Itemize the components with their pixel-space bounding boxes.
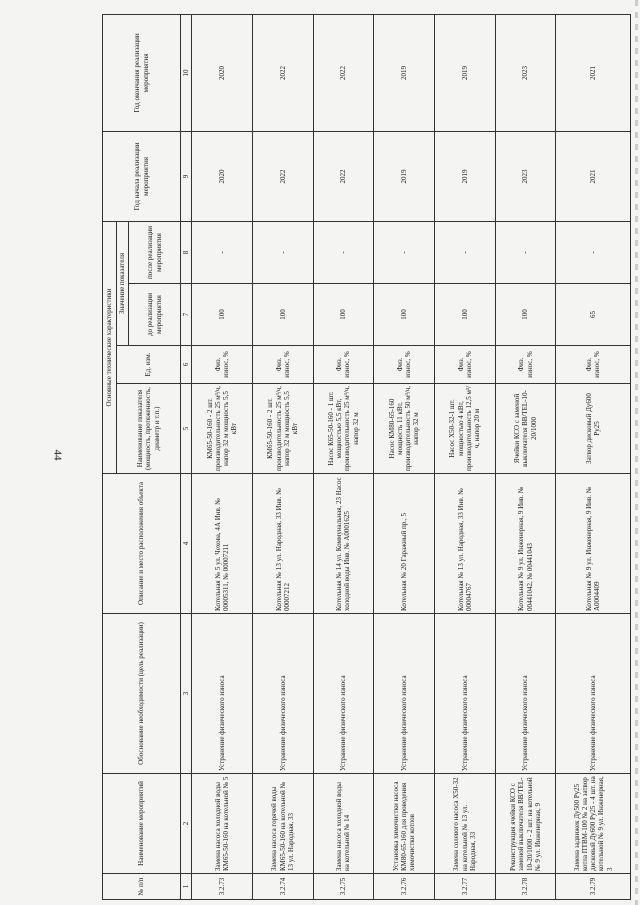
table-row [313,14,374,899]
row-end: 2019 [374,14,435,131]
row-parameter: Насос КМ80-65-160 мощность 11 кВт, производительность 50 м³/ч, напор 32 м [374,384,435,474]
row-after: - [495,221,556,283]
header-num: № п/п [103,874,181,900]
table-row [495,14,556,899]
header-unit: Ед. изм. [117,346,181,384]
header-name: Наименование мероприятий [103,774,181,874]
row-num: 3.2.79 [556,874,631,900]
row-before: 100 [495,284,556,346]
row-end: 2022 [252,14,313,131]
row-num: 3.2.78 [495,874,556,900]
row-unit: Физ. износ, % [435,346,496,384]
row-reason: Устранение физического износа [556,614,631,774]
row-location: Котельная № 20 Гаражный пр., 5 [374,474,435,614]
row-before: 100 [252,284,313,346]
row-end: 2023 [495,14,556,131]
row-start: 2019 [374,131,435,221]
row-name: Замена задвижек Ду500 Ру25 котла ПТВМ-100 № 2 на затвор дисковый Ду600 Ру25 - 4 шт. на котельной № 9 ул. Инженерная, 3 [556,774,631,874]
column-number: 3 [181,614,192,774]
row-start: 2022 [313,131,374,221]
column-number: 9 [181,131,192,221]
table-row [252,14,313,899]
row-end: 2022 [313,14,374,131]
row-location: Котельная № 14 ул. Коммунальная, 23 Насос холодной воды Инв. № А0001625 [313,474,374,614]
row-before: 100 [192,284,253,346]
row-location: Котельная № 5 ул. Чехова, 4А Инв. № 00005311, № 00007211 [192,474,253,614]
row-num: 3.2.76 [374,874,435,900]
table-row [435,14,496,899]
column-number: 2 [181,774,192,874]
row-start: 2022 [252,131,313,221]
header-end-year: Год окончания реализации мероприятия [103,14,181,131]
row-end: 2021 [556,14,631,131]
row-name: Реконструкция ячейки КСО с заменой выключателя ВВ/ТЕL-10-20/1000 - 2 шт. на котельной № 9 ул. Инженерная, 9 [495,774,556,874]
row-after: - [556,221,631,283]
row-end: 2020 [192,14,253,131]
header-location: Описание и место расположения объекта [103,474,181,614]
row-name: Установка химочистки насоса КМ80-65-160 для проведения химочистки котлов [374,774,435,874]
row-location: Котельная № 9 ул. Инженерная, 9 Инв. № 00441042, № 00441043 [495,474,556,614]
row-start: 2023 [495,131,556,221]
row-name: Замена насоса холодной воды на котельной № 14 [313,774,374,874]
header-before: до реализации мероприятия [129,284,181,346]
row-reason: Устранение физического износа [252,614,313,774]
row-num: 3.2.74 [252,874,313,900]
header-parameter: Наименование показателя (мощность, протяженность, диаметр и т.п.) [117,384,181,474]
row-location: Котельная № 13 ул. Народная, 33 Инв. № 00004767 [435,474,496,614]
row-after: - [435,221,496,283]
table-row [374,14,435,899]
row-unit: Физ. износ, % [374,346,435,384]
row-unit: Физ. износ, % [495,346,556,384]
row-after: - [374,221,435,283]
row-parameter: КМ65-50-160 - 2 шт. производительность 25 м³/ч, напор 32 м мощность 5,5 кВт [252,384,313,474]
header-reason: Обоснование необходимости (цель реализации) [103,614,181,774]
row-before: 100 [313,284,374,346]
header-after: после реализации мероприятия [129,221,181,283]
row-reason: Устранение физического износа [495,614,556,774]
column-number: 10 [181,14,192,131]
row-end: 2019 [435,14,496,131]
header-main-characteristics: Основные технические характеристики [103,221,117,473]
row-unit: Физ. износ, % [252,346,313,384]
row-after: - [313,221,374,283]
row-parameter: Насос Х50-32-1 шт. мощностью 4 кВт, производительность 12,5 м³/ч, напор 20 м [435,384,496,474]
row-location: Котельная № 9 ул. Инженерная, 9 Инв. № А0004409 [556,474,631,614]
column-number: 1 [181,874,192,900]
row-parameter: Насос К65-50-160 - 1 шт. мощностью 5,5 кВт, производительность 25 м³/ч, напор 32 м [313,384,374,474]
row-location: Котельная № 13 ул. Народная, 33 Инв. № 00007212 [252,474,313,614]
row-num: 3.2.77 [435,874,496,900]
row-reason: Устранение физического износа [374,614,435,774]
header-values: Значение показателя [117,221,129,345]
column-number: 8 [181,221,192,283]
row-before: 65 [556,284,631,346]
column-number: 5 [181,384,192,474]
row-unit: Физ. износ, % [556,346,631,384]
measures-table [102,14,631,900]
row-unit: Физ. износ, % [192,346,253,384]
page-number: 44 [51,449,64,461]
table-row [192,14,253,899]
row-name: Замена солевого насоса Х50-32 на котельной № 13 ул. Народная, 33 [435,774,496,874]
scan-edge-artifact [635,0,638,905]
row-name: Замена насоса горячей воды КМ65-50-160 на котельной № 13 ул. Народная, 33 [252,774,313,874]
row-num: 3.2.73 [192,874,253,900]
table-row [556,14,631,899]
row-start: 2019 [435,131,496,221]
row-after: - [192,221,253,283]
row-parameter: Ячейки КСО с заменой выключателя ВВ/ТЕL-10-20/1000 [495,384,556,474]
row-reason: Устранение физического износа [435,614,496,774]
column-number: 6 [181,346,192,384]
row-unit: Физ. износ, % [313,346,374,384]
column-number: 7 [181,284,192,346]
column-number: 4 [181,474,192,614]
row-num: 3.2.75 [313,874,374,900]
row-before: 100 [435,284,496,346]
row-parameter: КМ65-50-160 - 2 шт. производительность 25 м³/ч, напор 32 м мощность 5,5 кВт [192,384,253,474]
row-start: 2021 [556,131,631,221]
row-name: Замена насоса холодной воды КМ65-50-160 на котельной № 5 [192,774,253,874]
row-parameter: Затвор дисковый Ду600 Ру25 [556,384,631,474]
row-before: 100 [374,284,435,346]
row-reason: Устранение физического износа [192,614,253,774]
header-start-year: Год начала реализации мероприятия [103,131,181,221]
row-start: 2020 [192,131,253,221]
document-rotated-content [102,15,631,900]
row-after: - [252,221,313,283]
row-reason: Устранение физического износа [313,614,374,774]
